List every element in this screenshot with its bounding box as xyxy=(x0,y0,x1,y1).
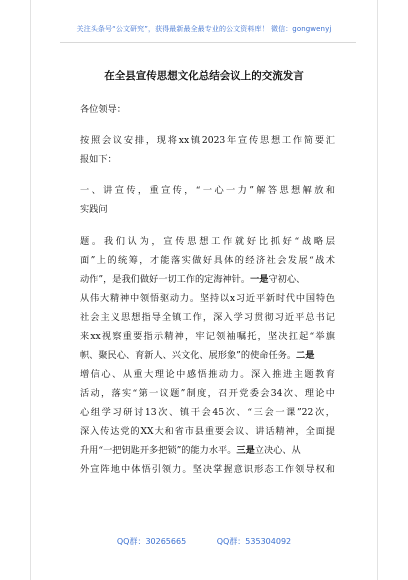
body-text: 帜、聚民心、育新人、兴文化、展形象”的使命任务。 xyxy=(80,350,297,361)
body-text: 守初心、 xyxy=(268,274,306,285)
body-text: 动作”，是我们做好一切工作的定海神针。 xyxy=(80,274,251,285)
body-line: 题。我们认为，宣传思想工作就好比抓好“战略层 xyxy=(80,236,335,247)
point-marker: 一是 xyxy=(250,274,269,285)
body-line: 社会主义思想指导全镇工作，深入学习贯彻习近平总书记 xyxy=(80,312,335,323)
body-line: 来xx视察重要指示精神，牢记领袖嘱托，坚决扛起“举旗 xyxy=(80,331,335,342)
body-line: 活动，落实“第一议题”制度，召开党委会34次、理论中 xyxy=(80,388,335,399)
document-title: 在全县宣传思想文化总结会议上的交流发言 xyxy=(104,70,304,82)
body-line: 深入传达党的XX大和省市县重要会议、讲话精神，全面提 xyxy=(80,426,335,437)
body-line: 增信心、从重大理论中感悟推动力。深入推进主题教育 xyxy=(80,369,335,380)
body-line xyxy=(80,445,335,457)
body-line xyxy=(80,350,335,362)
body-line: 心组学习研讨13次、镇干会45次、“三会一课”22次， xyxy=(80,407,335,418)
body-text: 立决心、从 xyxy=(254,445,301,456)
body-line: 从伟大精神中领悟驱动力。坚持以x习近平新时代中国特色 xyxy=(80,293,335,304)
body-line: 按照会议安排，现将xx镇2023年宣传思想工作简要汇 xyxy=(80,135,335,146)
header-rule xyxy=(60,42,356,43)
greeting: 各位领导： xyxy=(80,104,126,115)
point-marker: 三是 xyxy=(236,445,255,456)
body-line: 报如下： xyxy=(80,154,117,165)
page-edge xyxy=(30,0,378,580)
body-line: 外宣阵地中体悟引领力。坚决掌握意识形态工作领导权和 xyxy=(80,464,335,475)
body-text: 升用“一把钥匙开多把锁”的能力水平。 xyxy=(80,445,237,456)
point-marker: 二是 xyxy=(296,350,315,361)
section-heading: 一、讲宣传，重宣传，“一心一力”解答思想解放和 xyxy=(80,185,335,196)
body-line: 面”上的统筹，才能落实做好具体的经济社会发展“战术 xyxy=(80,255,335,266)
header-banner[interactable]: 关注头条号“公文研究”，获得最新最全最专业的公文资料库！ 微信：gongwenyj xyxy=(76,25,332,33)
section-heading: 实践问 xyxy=(80,204,108,215)
footer-qq-group-2[interactable]: QQ群：535304092 xyxy=(216,537,292,546)
footer-qq-group-1[interactable]: QQ群：30265665 xyxy=(116,537,187,546)
footer xyxy=(0,536,408,547)
body-line xyxy=(80,274,335,286)
